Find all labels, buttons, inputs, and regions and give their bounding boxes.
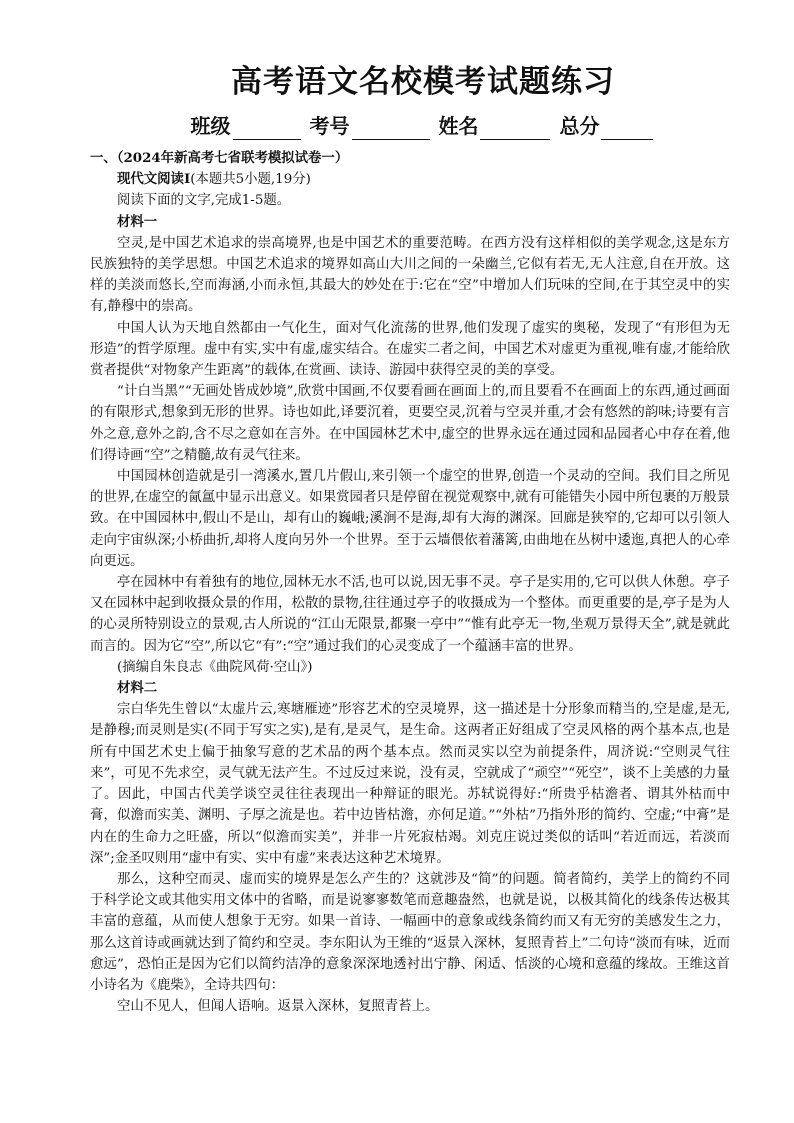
class-blank — [233, 119, 301, 140]
material1-paragraph: 中国园林创造就是引一湾溪水,置几片假山,来引领一个虚空的世界,创造一个灵动的空间。我们目之所见的世界,在虚空的氤氲中显示出意义。如果赏园者只是停留在视觉观察中,就有可能错失小园中所包裹的万般景致。在中国园林中,假山不是山，却有山的巍峨;溪涧不是海,却有大海的渊深。回廊是狭窄的,它却可以引领人走向宇宙纵深;小桥曲折,却将人度向另外一个世界。至于云墙偎依着藩篱,由曲地在丛树中逶迤,真把人的心牵向更远。 — [90, 469, 730, 569]
material1-paragraph: 中国人认为天地自然都由一气化生，面对气化流荡的世界,他们发现了虚实的奥秘，发现了“有形但为无形造”的哲学原理。虚中有实,实中有虚,虚实结合。在虚实二者之间，中国艺术对虚更为重视,唯有虚,才能给欣赏者提供“对物象产生距离”的载体,在赏画、读诗、游园中获得空灵的美的享受。 — [90, 320, 730, 379]
instruction: 阅读下面的文字,完成1-5题。 — [117, 193, 291, 209]
name-label: 姓名 — [438, 114, 479, 138]
material1-paragraph: 空灵,是中国艺术追求的崇高境界,也是中国艺术的重要范畴。在西方没有这样相似的美学观念,这是东方民族独特的美学思想。中国艺术追求的境界如高山大川之间的一朵幽兰,它似有若无,无人注意,自在开放。这样的美淡而悠长,空而海涵,小而永恒,其最大的妙处在于:它在“空”中增加人们玩味的空间,在于其空灵中的实有,静穆中的崇高。 — [90, 235, 730, 315]
score-blank — [601, 119, 653, 140]
material1-paragraph: “计白当黑”“无画处皆成妙境”,欣赏中国画,不仅要看画在画面上的,而且要看不在画面上的东西,通过画面的有限形式,想象到无形的世界。诗也如此,译要沉着，更要空灵,沉着与空灵并重,才会有悠然的韵味;诗要有言外之意,意外之韵,含不尽之意如在言外。在中国园林艺术中,虚空的世界永远在通过园和品园者心中存在着,他们得诗画“空”之精髓,故有灵气往来。 — [90, 384, 730, 463]
section-heading: 一、（2024年新高考七省联考模拟试卷一） — [90, 150, 349, 166]
reading-subheading-rest: (本题共5小题,19分) — [190, 172, 311, 188]
poem-line: 空山不见人，但闻人语响。返景入深林，复照青苔上。 — [117, 999, 439, 1015]
page-title: 高考语文名校模考试题练习 — [231, 64, 615, 100]
number-label: 考号 — [309, 114, 350, 138]
material2-paragraph: 那么，这种空而灵、虚而实的境界是怎么产生的？这就涉及“简”的问题。简者简约，美学上的简约不同于科学论文或其他实用文体中的省略，而是说寥寥数笔而意趣盎然，也就是说，以极其简化的线条传达极其丰富的意蕴，从而使人想象于无穷。如果一首诗、一幅画中的意象或线条简约而又有无穷的美感发生之力，那么这首诗或画就达到了简约和空灵。李东阳认为王维的“返景入深林，复照青苔上”二句诗“淡而有味，近而愈远”，恐怕正是因为它们以简约洁净的意象深深地透衬出宁静、闲适、恬淡的心境和意蕴的缘故。王维这首小诗名为《鹿柴》，全诗共四句： — [90, 871, 730, 993]
material1-label: 材料一 — [117, 213, 158, 230]
material2-label: 材料二 — [117, 680, 158, 697]
material1-source: (摘编自朱良志《曲院风荷·空山》) — [117, 659, 313, 675]
reading-subheading — [90, 169, 730, 190]
class-label: 班级 — [190, 114, 231, 138]
reading-subheading-bold: 现代文阅读Ⅰ — [117, 171, 191, 188]
score-label: 总分 — [559, 114, 600, 138]
name-blank — [480, 119, 550, 140]
material1-paragraph: 亭在园林中有着独有的地位,园林无水不活,也可以说,因无事不灵。亭子是实用的,它可以供人休憩。亭子又在园林中起到收摄众景的作用，松散的景物,往往通过亭子的收摄成为一个整体。而更重要的是,亭子是为人的心灵所特别设立的景观,古人所说的“江山无限景,都聚一亭中”“惟有此亭无一物,坐观万景得天全”,就是就此而言的。因为它“空”,所以它“有”:“空”通过我们的心灵变成了一个蕴涵丰富的世界。 — [90, 575, 730, 654]
student-info-line — [116, 112, 730, 140]
number-blank — [352, 119, 430, 140]
material2-paragraph: 宗白华先生曾以“太虚片云,寒塘雁迹”形容艺术的空灵境界，这一描述是十分形象而精当的,空是虚,是无,是静穆;而灵则是实(不同于写实之实),是有,是灵气，是生命。这两者正好组成了空灵风格的两个基本点,也是所有中国艺术史上偏于抽象写意的艺术品的两个基本点。然而灵实以空为前提条件，周济说:“空则灵气往来”，可见不先求空，灵气就无法产生。不过反过来说，没有灵，空就成了“顽空”“死空”，谈不上美感的力量了。因此，中国古代美学谈空灵往往表现出一种辩证的眼光。苏轼说得好:“所贵乎枯澹者、谓其外枯而中膏，似澹而实美、渊明、子厚之流是也。若中边皆枯澹，亦何足道。”“外枯”乃指外形的简约、空虚;“中膏”是内在的生命力之旺盛，所以“似澹而实美”，并非一片死寂枯竭。刘克庄说过类似的话叫“若近而远，若淡而深”;金圣叹则用“虚中有实、实中有虚”来表达这种艺术境界。 — [90, 702, 730, 866]
